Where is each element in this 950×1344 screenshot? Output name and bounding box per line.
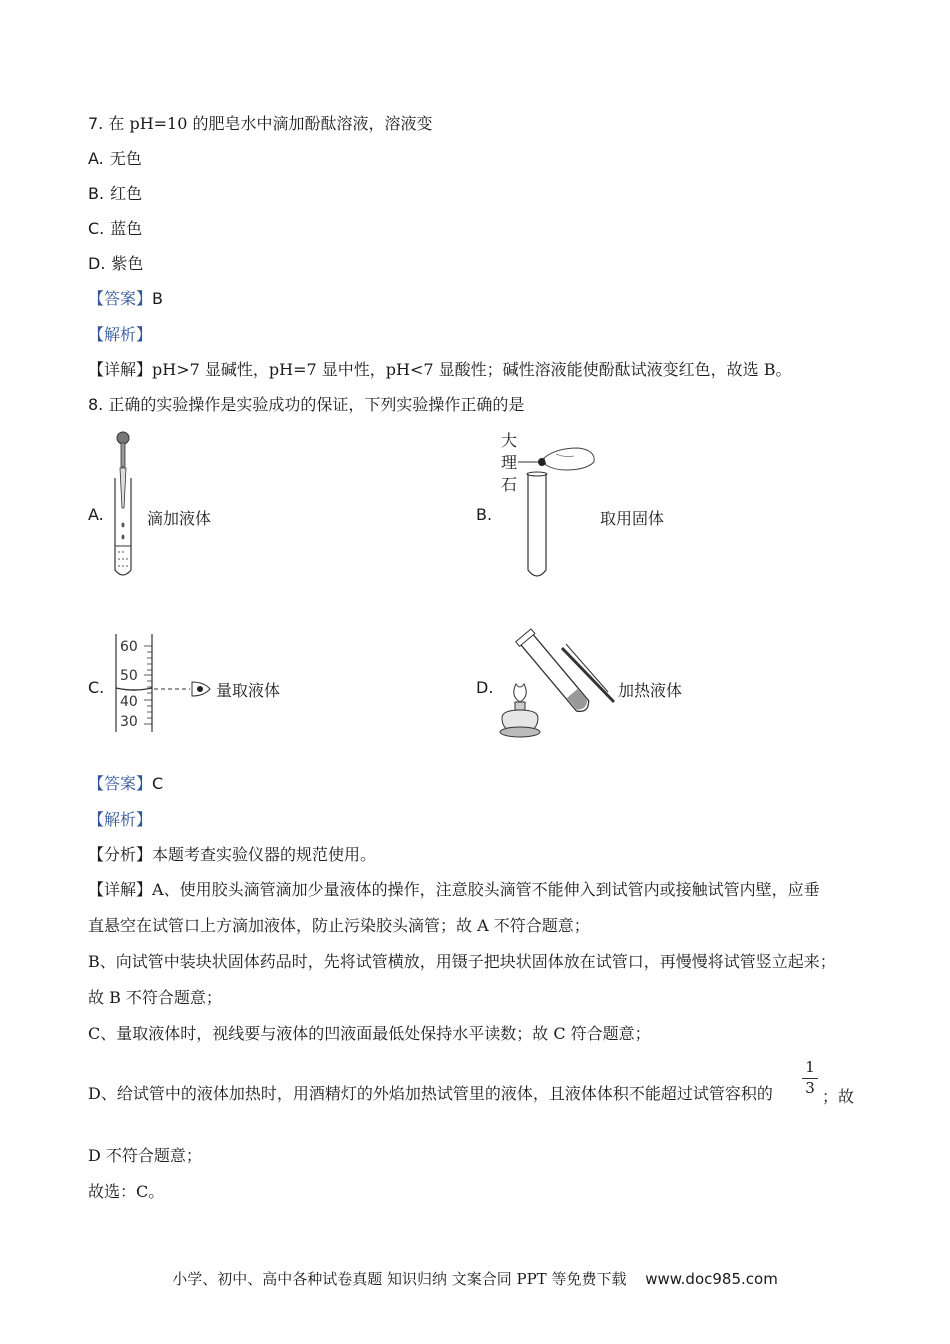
answer-tag: 【答案】 <box>88 289 153 308</box>
tick-label-60: 60 <box>120 639 138 655</box>
q7-answer <box>88 289 163 309</box>
q7-stem-text: 在 pH=10 的肥皂水中滴加酚酞溶液，溶液变 <box>108 114 433 133</box>
tick-label-40: 40 <box>120 694 138 710</box>
fenxi-tag: 【分析】 <box>88 845 153 864</box>
graduated-cylinder-figure <box>112 632 212 736</box>
detail-text: pH>7 显碱性，pH=7 显中性，pH<7 显酸性；碱性溶液能使酚酞试液变红色，故选 B。 <box>152 360 792 379</box>
footer-text: 小学、初中、高中各种试卷真题 知识归纳 文案合同 PPT 等免费下载 <box>172 1270 627 1288</box>
q8-detail-line-6: D、给试管中的液体加热时，用酒精灯的外焰加热试管里的液体，且液体体积不能超过试管容积的 <box>88 1084 773 1103</box>
q8-detail-line-5: C、量取液体时，视线要与液体的凹液面最低处保持水平读数；故 C 符合题意； <box>88 1024 651 1043</box>
q8-detail-line-4: 故 B 不符合题意； <box>88 988 222 1007</box>
dropper-test-tube-figure <box>106 428 140 582</box>
page-footer <box>0 1268 950 1289</box>
q7-detail <box>88 360 791 380</box>
q7-stem <box>88 114 433 134</box>
q8-detail-line-6-tail: ；故 <box>822 1087 855 1106</box>
q8-detail-line-7: D 不符合题意； <box>88 1146 202 1165</box>
q8-option-d-letter: D. <box>476 678 494 697</box>
q8-number: 8. <box>88 395 104 414</box>
q7-option-d: D. 紫色 <box>88 254 144 273</box>
q8-stem-text: 正确的实验操作是实验成功的保证，下列实验操作正确的是 <box>108 395 525 414</box>
q8-option-c-caption: 量取液体 <box>216 681 281 700</box>
fraction-one-third <box>802 1058 818 1097</box>
q8-option-d-caption: 加热液体 <box>618 681 683 700</box>
q7-option-a: A. 无色 <box>88 149 142 168</box>
q8-option-b-caption: 取用固体 <box>600 509 665 528</box>
answer-value: B <box>152 289 163 308</box>
answer-tag: 【答案】 <box>88 774 153 793</box>
q7-option-c: C. 蓝色 <box>88 219 143 238</box>
fraction-denominator: 3 <box>802 1078 818 1097</box>
marble-test-tube-figure <box>516 440 600 584</box>
alcohol-lamp-figure <box>496 618 616 740</box>
q8-option-c-letter: C. <box>88 678 105 697</box>
detail-tag: 【详解】 <box>88 360 153 379</box>
q8-detail-line-1: 【详解】A、使用胶头滴管滴加少量液体的操作，注意胶头滴管不能伸入到试管内或接触试管内壁，应垂 <box>88 880 820 899</box>
q8-fenxi <box>88 845 376 865</box>
detail-tag: 【详解】 <box>88 880 153 899</box>
q8-answer <box>88 774 163 794</box>
q8-option-a-caption: 滴加液体 <box>147 509 212 528</box>
q8-option-a-letter: A. <box>88 505 104 524</box>
q8-stem <box>88 395 524 415</box>
q8-option-b-letter: B. <box>476 505 493 524</box>
q7-option-b: B. 红色 <box>88 184 143 203</box>
tick-label-50: 50 <box>120 668 138 684</box>
fraction-numerator: 1 <box>805 1058 815 1076</box>
q8-detail-line-2: 直悬空在试管口上方滴加液体，防止污染胶头滴管；故 A 不符合题意； <box>88 916 590 935</box>
q8-detail-line-3: B、向试管中装块状固体药品时，先将试管横放，用镊子把块状固体放在试管口，再慢慢将试管竖立起来； <box>88 952 836 971</box>
q7-analysis-tag: 【解析】 <box>88 325 153 344</box>
marble-label: 大理石 <box>501 431 518 494</box>
footer-site-link[interactable]: www.doc985.com <box>645 1270 778 1288</box>
answer-value: C <box>152 774 164 793</box>
fenxi-text: 本题考查实验仪器的规范使用。 <box>152 845 377 864</box>
q7-number: 7. <box>88 114 104 133</box>
q8-analysis-tag: 【解析】 <box>88 810 153 829</box>
q8-conclusion: 故选：C。 <box>88 1182 165 1201</box>
tick-label-30: 30 <box>120 714 138 730</box>
